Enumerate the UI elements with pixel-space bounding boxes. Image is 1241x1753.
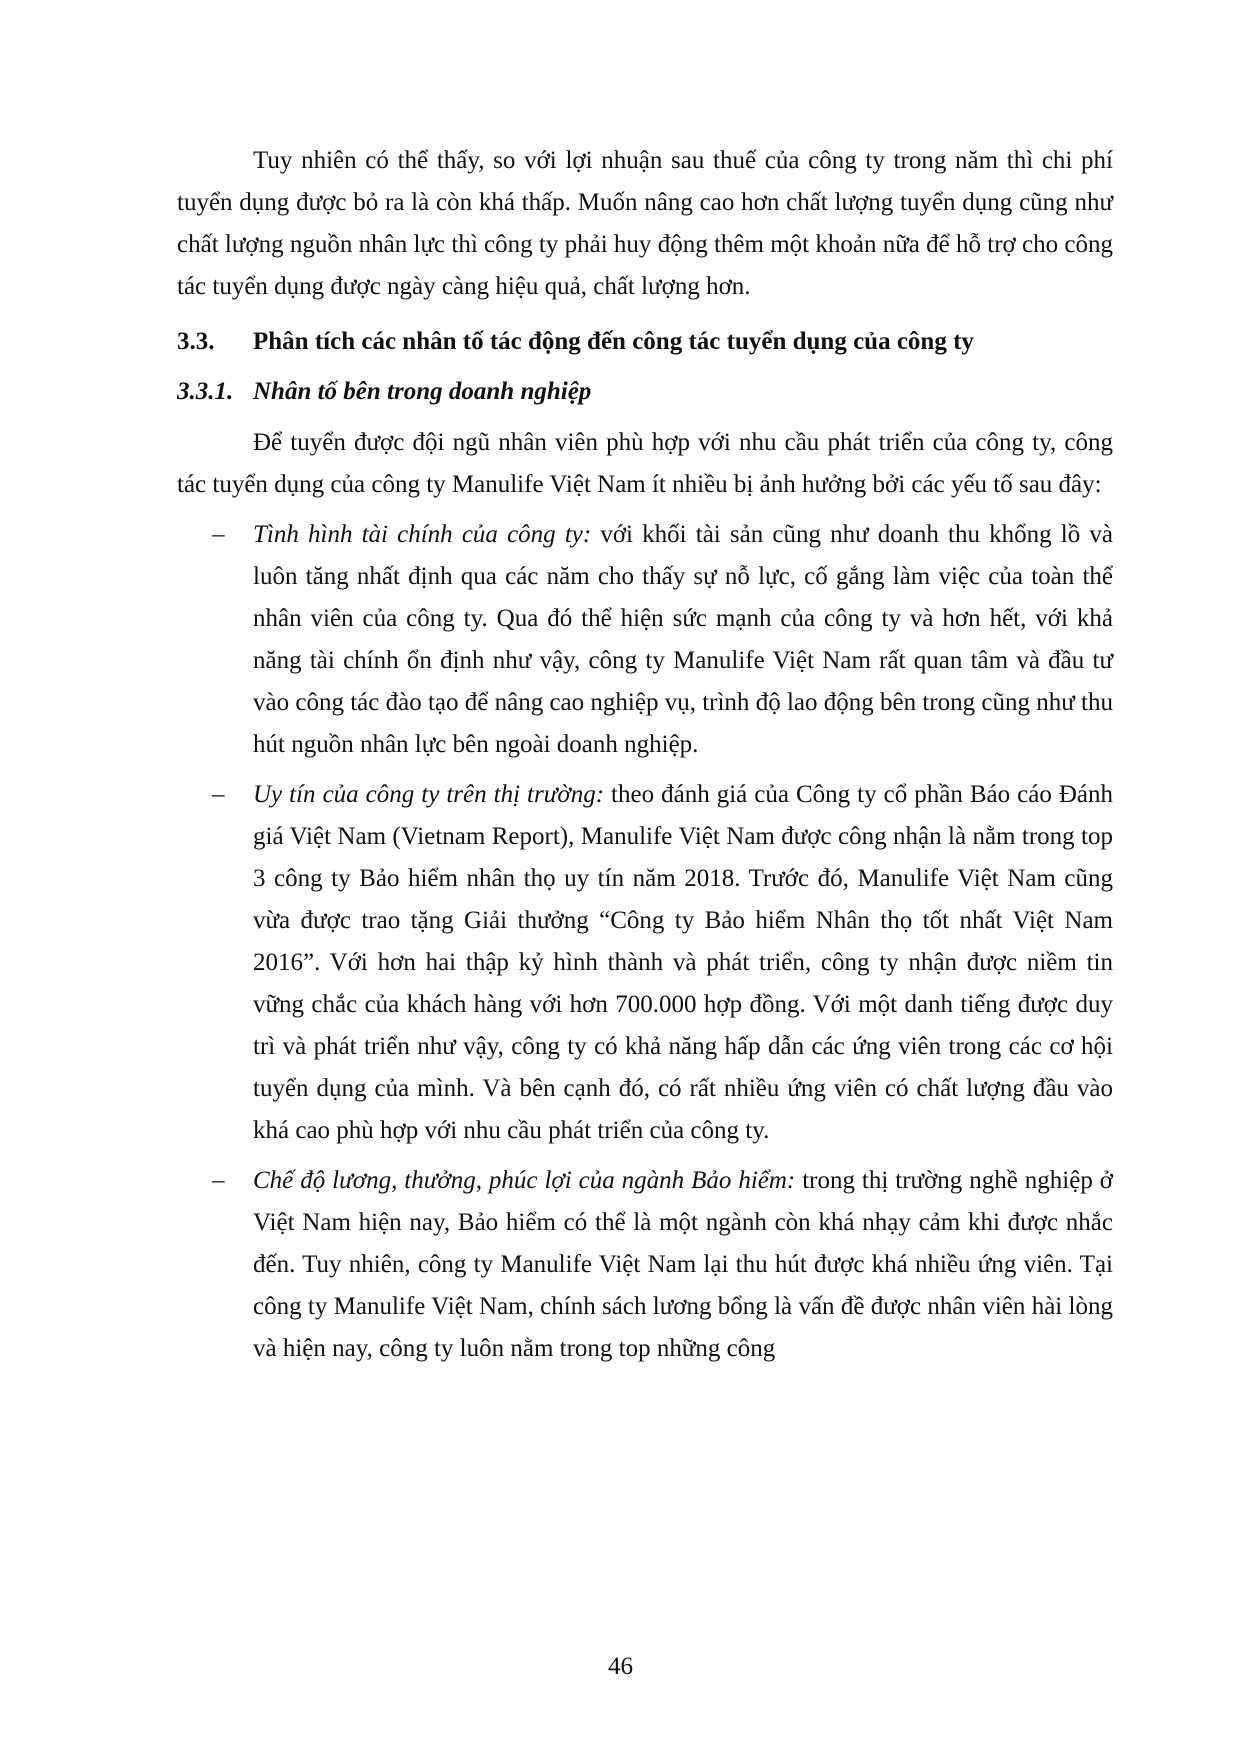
section-heading-3-3 [177,322,1113,362]
bullet-item-financial [177,514,1113,766]
bullet-text: với khối tài sản cũng như doanh thu khổng lồ và luôn tăng nhất định qua các năm cho thấy sự nỗ lực, cố gắng làm việc của toàn thể nhân viên của công ty. Qua đó thể hiện sức mạnh của công ty và hơn hết, với khả năng tài chính ổn định như vậy, công ty Manulife Việt Nam rất quan tâm và đầu tư vào công tác đào tạo để nâng cao nghiệp vụ, trình độ lao động bên trong cũng như thu hút nguồn nhân lực bên ngoài doanh nghiệp. [253,521,1113,758]
bullet-text: theo đánh giá của Công ty cổ phần Báo cáo Đánh giá Việt Nam (Vietnam Report), Manulife Việt Nam được công nhận là nằm trong top 3 công ty Bảo hiểm nhân thọ uy tín năm 2018. Trước đó, Manulife Việt Nam cũng vừa được trao tặng Giải thưởng “Công ty Bảo hiểm Nhân thọ tốt nhất Việt Nam 2016”. Với hơn hai thập kỷ hình thành và phát triển, công ty nhận được niềm tin vững chắc của khách hàng với hơn 700.000 hợp đồng. Với một danh tiếng được duy trì và phát triển như vậy, công ty có khả năng hấp dẫn các ứng viên trong các cơ hội tuyển dụng của mình. Và bên cạnh đó, có rất nhiều ứng viên có chất lượng đầu vào khá cao phù hợp với nhu cầu phát triển của công ty. [253,781,1113,1144]
dash-bullet-icon: – [212,781,225,808]
dash-bullet-icon: – [212,1167,225,1194]
bullet-lead: Chế độ lương, thưởng, phúc lợi của ngành Bảo hiểm: [253,1167,796,1194]
bullet-lead: Uy tín của công ty trên thị trường: [253,781,605,808]
dash-bullet-icon: – [212,521,225,548]
subsection-number: 3.3.1. [177,378,234,405]
section-title: Phân tích các nhân tố tác động đến công tác tuyển dụng của công ty [253,328,974,355]
bullet-item-reputation [177,774,1113,1152]
section-number: 3.3. [177,328,215,355]
page-number: 46 [608,1653,633,1680]
subsection-heading-3-3-1 [177,372,1113,412]
bullet-item-compensation [177,1160,1113,1370]
page-content [177,140,1113,1370]
paragraph-recruitment-cost: Tuy nhiên có thể thấy, so với lợi nhuận sau thuế của công ty trong năm thì chi phí tuyển dụng được bỏ ra là còn khá thấp. Muốn nâng cao hơn chất lượng tuyển dụng cũng như chất lượng nguồn nhân lực thì công ty phải huy động thêm một khoản nữa để hỗ trợ cho công tác tuyển dụng được ngày càng hiệu quả, chất lượng hơn. [177,147,1113,300]
bullet-text: trong thị trường nghề nghiệp ở Việt Nam hiện nay, Bảo hiểm có thể là một ngành còn khá nhạy cảm khi được nhắc đến. Tuy nhiên, công ty Manulife Việt Nam lại thu hút được khá nhiều ứng viên. Tại công ty Manulife Việt Nam, chính sách lương bổng là vấn đề được nhân viên hài lòng và hiện nay, công ty luôn nằm trong top những công [253,1167,1113,1362]
intro-paragraph: Để tuyển được đội ngũ nhân viên phù hợp với nhu cầu phát triển của công ty, công tác tuyển dụng của công ty Manulife Việt Nam ít nhiều bị ảnh hưởng bởi các yếu tố sau đây: [177,429,1113,498]
subsection-title: Nhân tố bên trong doanh nghiệp [253,378,592,405]
bullet-lead: Tình hình tài chính của công ty: [253,521,592,548]
